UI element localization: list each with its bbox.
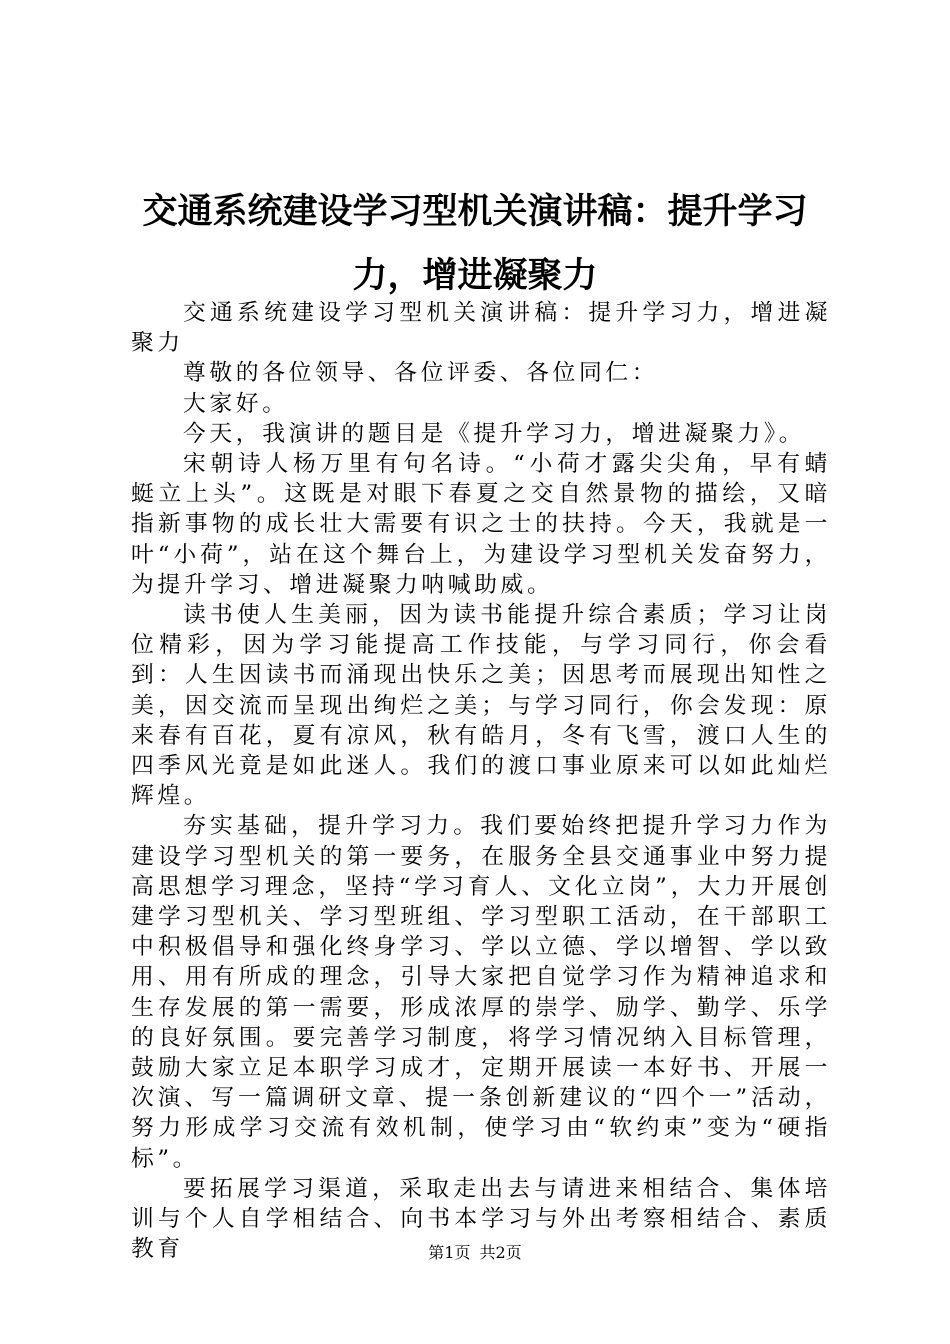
document-body — [131, 298, 831, 1265]
paragraph: 交通系统建设学习型机关演讲稿：提升学习力，增进凝聚力 — [131, 300, 831, 357]
document-title: 交通系统建设学习型机关演讲稿：提升学习力，增进凝聚力 — [142, 191, 808, 296]
page-footer — [0, 1243, 950, 1263]
paragraph: 读书使人生美丽，因为读书能提升综合素质；学习让岗位精彩，因为学习能提高工作技能，与学习同行，你会看到：人生因读书而涌现出快乐之美；因思考而展现出知性之美，因交流而呈现出绚烂之美；与学习同行，你会发现：原来春有百花，夏有凉风，秋有皓月，冬有飞雪，渡口人生的四季风光竟是如此迷人。我们的渡口事业原来可以如此灿烂辉煌。 — [131, 602, 831, 810]
page-total: 共2页 — [479, 1243, 522, 1262]
paragraph: 要拓展学习渠道，采取走出去与请进来相结合、集体培训与个人自学相结合、向书本学习与外出考察相结合、素质教育 — [131, 1175, 831, 1263]
paragraph: 尊敬的各位领导、各位评委、各位同仁： — [183, 360, 659, 387]
paragraph: 夯实基础，提升学习力。我们要始终把提升学习力作为建设学习型机关的第一要务，在服务全县交通事业中努力提高思想学习理念，坚持“学习育人、文化立岗”，大力开展创建学习型机关、学习型班组、学习型职工活动，在干部职工中积极倡导和强化终身学习、学以立德、学以增智、学以致用、用有所成的理念，引导大家把自觉学习作为精神追求和生存发展的第一需要，形成浓厚的崇学、励学、勤学、乐学的良好氛围。要完善学习制度，将学习情况纳入目标管理，鼓励大家立足本职学习成才，定期开展读一本好书、开展一次演、写一篇调研文章、提一条创新建议的“四个一”活动，努力形成学习交流有效机制，使学习由“软约束”变为“硬指标”。 — [131, 813, 831, 1172]
paragraph: 宋朝诗人杨万里有句名诗。“小荷才露尖尖角，早有蜻蜓立上头”。这既是对眼下春夏之交自然景物的描绘，又暗指新事物的成长壮大需要有识之士的扶持。今天，我就是一叶“小荷”，站在这个舞台上，为建设学习型机关发奋努力，为提升学习、增进凝聚力呐喊助威。 — [131, 451, 831, 598]
paragraph: 今天，我演讲的题目是《提升学习力，增进凝聚力》。 — [183, 420, 806, 447]
page-number: 第1页 — [428, 1243, 471, 1262]
paragraph: 大家好。 — [183, 390, 289, 417]
